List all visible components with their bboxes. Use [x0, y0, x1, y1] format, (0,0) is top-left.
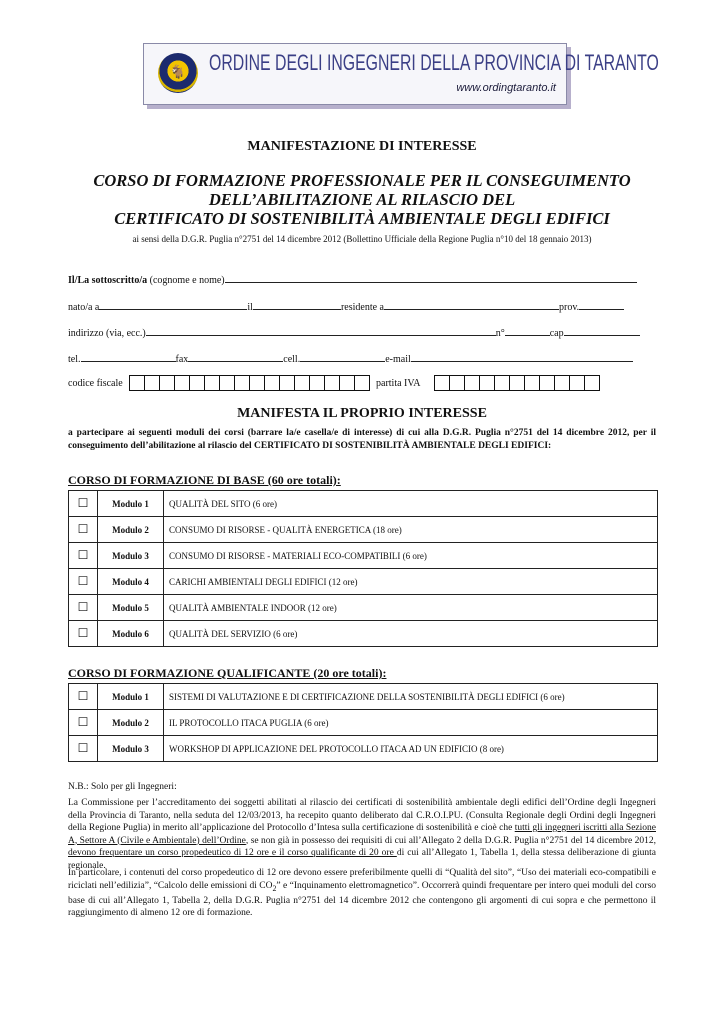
module-row — [69, 621, 658, 647]
resident-label: residente a — [340, 302, 384, 313]
fiscal-code-boxes[interactable] — [129, 375, 370, 391]
cell-label: cell. — [283, 354, 301, 365]
module-row — [69, 491, 658, 517]
note-p2-text-a: In particolare, i contenuti del corso propedeutico di 12 ore devono essere preferibilmente quelli di “Qualità del sito”, “Uso dei materiali eco-compatibili e riciclati nell’edilizia”, “Calcolo delle emissioni di CO — [68, 868, 656, 891]
document-heading: MANIFESTAZIONE DI INTERESSE — [247, 139, 477, 154]
street-number-field[interactable] — [505, 325, 550, 336]
fax-label: fax — [175, 354, 189, 365]
module-row — [69, 736, 658, 762]
module-name: QUALITÀ DEL SERVIZIO (6 ore) — [164, 621, 658, 647]
note-p2-text-b: ” e “Inquinamento elettromagnetico”. Occorrerà quindi frequentare per intero quei moduli del corso base di cui all’Allegato 1, Tabella 2, della D.G.R. Puglia n°2751 del 14 dicembre 2012 che contengono gli argomenti di cui sopra e che permettono il raggiungimento di almeno 12 ore di formazione. — [68, 880, 657, 919]
module-row — [69, 710, 658, 736]
birthdate-label: il — [247, 302, 253, 313]
address-row — [68, 325, 656, 339]
tel-label: tel. — [68, 354, 81, 365]
module-row — [69, 684, 658, 710]
module-name: CONSUMO DI RISORSE - QUALITÀ ENERGETICA (18 ore) — [164, 517, 658, 543]
module-checkbox[interactable]: ☐ — [69, 684, 98, 710]
module-checkbox[interactable]: ☐ — [69, 621, 98, 647]
module-checkbox[interactable]: ☐ — [69, 710, 98, 736]
header-banner — [143, 43, 659, 105]
note-paragraph-1 — [68, 797, 656, 872]
module-checkbox[interactable]: ☐ — [69, 543, 98, 569]
module-row — [69, 569, 658, 595]
module-name: SISTEMI DI VALUTAZIONE E DI CERTIFICAZIONE DELLA SOSTENIBILITÀ DEGLI EDIFICI (6 ore) — [164, 684, 658, 710]
module-number: Modulo 2 — [98, 710, 164, 736]
module-row — [69, 517, 658, 543]
fiscal-code-label: codice fiscale — [68, 377, 123, 389]
module-number: Modulo 3 — [98, 736, 164, 762]
logo-emblem: 🐐 — [169, 64, 187, 79]
contacts-row — [68, 351, 656, 365]
module-checkbox[interactable]: ☐ — [69, 569, 98, 595]
module-row — [69, 595, 658, 621]
declaration-text: a partecipare ai seguenti moduli dei corsi (barrare la/e casella/e di interesse) di cui alla D.G.R. Puglia n°2751 del 14 dicembre 2012, per il conseguimento dell’abilitazione al rilascio del CERTIFICATO DI SOSTENIBILITÀ AMBIENTALE DEGLI EDIFICI: — [68, 428, 656, 451]
qualifying-course-table — [68, 683, 658, 762]
title-line-2: DELL’ABILITAZIONE AL RILASCIO DEL — [208, 190, 516, 209]
undersigned-field[interactable] — [225, 272, 637, 283]
module-number: Modulo 6 — [98, 621, 164, 647]
module-name: CARICHI AMBIENTALI DEGLI EDIFICI (12 ore) — [164, 569, 658, 595]
legal-reference: ai sensi della D.G.R. Puglia n°2751 del 14 dicembre 2012 (Bollettino Ufficiale della Regione Puglia n°10 del 18 gennaio 2013) — [132, 234, 592, 244]
cell-field[interactable] — [300, 351, 385, 362]
note-p1-underlined-2: devono frequentare un corso propedeutico di 12 ore e il corso qualificante di 20 ore — [68, 848, 397, 858]
title-line-1: CORSO DI FORMAZIONE PROFESSIONALE PER IL CONSEGUIMENTO — [93, 171, 631, 190]
birthdate-field[interactable] — [253, 299, 341, 310]
note-p1-text-b: , se non già in possesso dei requisiti di cui all’Allegato 2 della D.G.R. Puglia n°2751 del 14 dicembre 2012, — [245, 835, 656, 846]
module-name: CONSUMO DI RISORSE - MATERIALI ECO-COMPATIBILI (6 ore) — [164, 543, 658, 569]
qualifying-course-title: CORSO DI FORMAZIONE QUALIFICANTE (20 ore totali): — [68, 666, 387, 680]
module-number: Modulo 1 — [98, 684, 164, 710]
module-checkbox[interactable]: ☐ — [69, 517, 98, 543]
vat-label: partita IVA — [376, 377, 421, 389]
email-field[interactable] — [411, 351, 633, 362]
province-field[interactable] — [579, 299, 624, 310]
website-url: www.ordingtaranto.it — [456, 82, 556, 94]
module-number: Modulo 4 — [98, 569, 164, 595]
module-name: IL PROTOCOLLO ITACA PUGLIA (6 ore) — [164, 710, 658, 736]
tel-field[interactable] — [81, 351, 176, 362]
birthplace-field[interactable] — [99, 299, 247, 310]
note-paragraph-2 — [68, 867, 656, 920]
order-logo — [158, 53, 198, 93]
undersigned-label: Il/La sottoscritto/a — [68, 275, 148, 286]
cap-label: cap — [549, 328, 564, 339]
module-checkbox[interactable]: ☐ — [69, 491, 98, 517]
undersigned-hint: (cognome e nome) — [149, 275, 225, 286]
module-number: Modulo 5 — [98, 595, 164, 621]
module-row — [69, 543, 658, 569]
module-name: QUALITÀ AMBIENTALE INDOOR (12 ore) — [164, 595, 658, 621]
module-number: Modulo 1 — [98, 491, 164, 517]
note-p1-text-a: La Commissione per l’accreditamento dei soggetti abilitati al rilascio dei certificati di sostenibilità ambientale degli edifici dell’Ordine degli Ingegneri della Provincia di Taranto, nella seduta del 12/03/2013, ha recepito quanto deliberato dal C.R.O.I.PU. (Consulta Regionale degli Ordini degli Ingegneri della Regione Puglia) in merito all’applicazione del Protocollo d’Intesa sulla certificazione di sostenibilità e cioè che — [68, 798, 656, 833]
birth-row — [68, 299, 656, 313]
born-label: nato/a a — [68, 302, 100, 313]
note-p1-underlined-1: tutti gli ingegneri iscritti alla Sezione A, Settore A (Civile e Ambientale) dell’Ordine — [68, 823, 656, 846]
module-number: Modulo 2 — [98, 517, 164, 543]
organization-name: ORDINE DEGLI INGEGNERI DELLA PROVINCIA DI TARANTO — [209, 50, 659, 75]
module-number: Modulo 3 — [98, 543, 164, 569]
vat-boxes[interactable] — [434, 375, 600, 391]
module-checkbox[interactable]: ☐ — [69, 595, 98, 621]
base-course-table — [68, 490, 658, 647]
nb-label: N.B.: Solo per gli Ingegneri: — [68, 782, 177, 792]
module-checkbox[interactable]: ☐ — [69, 736, 98, 762]
note-p2-subscript: 2 — [272, 883, 277, 893]
residence-field[interactable] — [384, 299, 559, 310]
title-line-3: CERTIFICATO DI SOSTENIBILITÀ AMBIENTALE DEGLI EDIFICI — [114, 209, 610, 228]
street-number-label: n° — [495, 328, 505, 339]
fax-field[interactable] — [188, 351, 283, 362]
email-label: e-mail — [385, 354, 411, 365]
address-field[interactable] — [146, 325, 496, 336]
base-course-title: CORSO DI FORMAZIONE DI BASE (60 ore totali): — [68, 473, 341, 487]
note-p1-text-c: di cui all’Allegato 1, Tabella 1, della stessa deliberazione di giunta regionale. — [68, 848, 656, 871]
undersigned-row — [68, 272, 656, 286]
declaration-heading: MANIFESTA IL PROPRIO INTERESSE — [237, 406, 487, 421]
address-label: indirizzo (via, ecc.) — [68, 328, 146, 339]
tax-codes-row — [68, 375, 600, 391]
module-name: WORKSHOP DI APPLICAZIONE DEL PROTOCOLLO ITACA AD UN EDIFICIO (8 ore) — [164, 736, 658, 762]
cap-field[interactable] — [564, 325, 640, 336]
province-label: prov. — [558, 302, 580, 313]
module-name: QUALITÀ DEL SITO (6 ore) — [164, 491, 658, 517]
